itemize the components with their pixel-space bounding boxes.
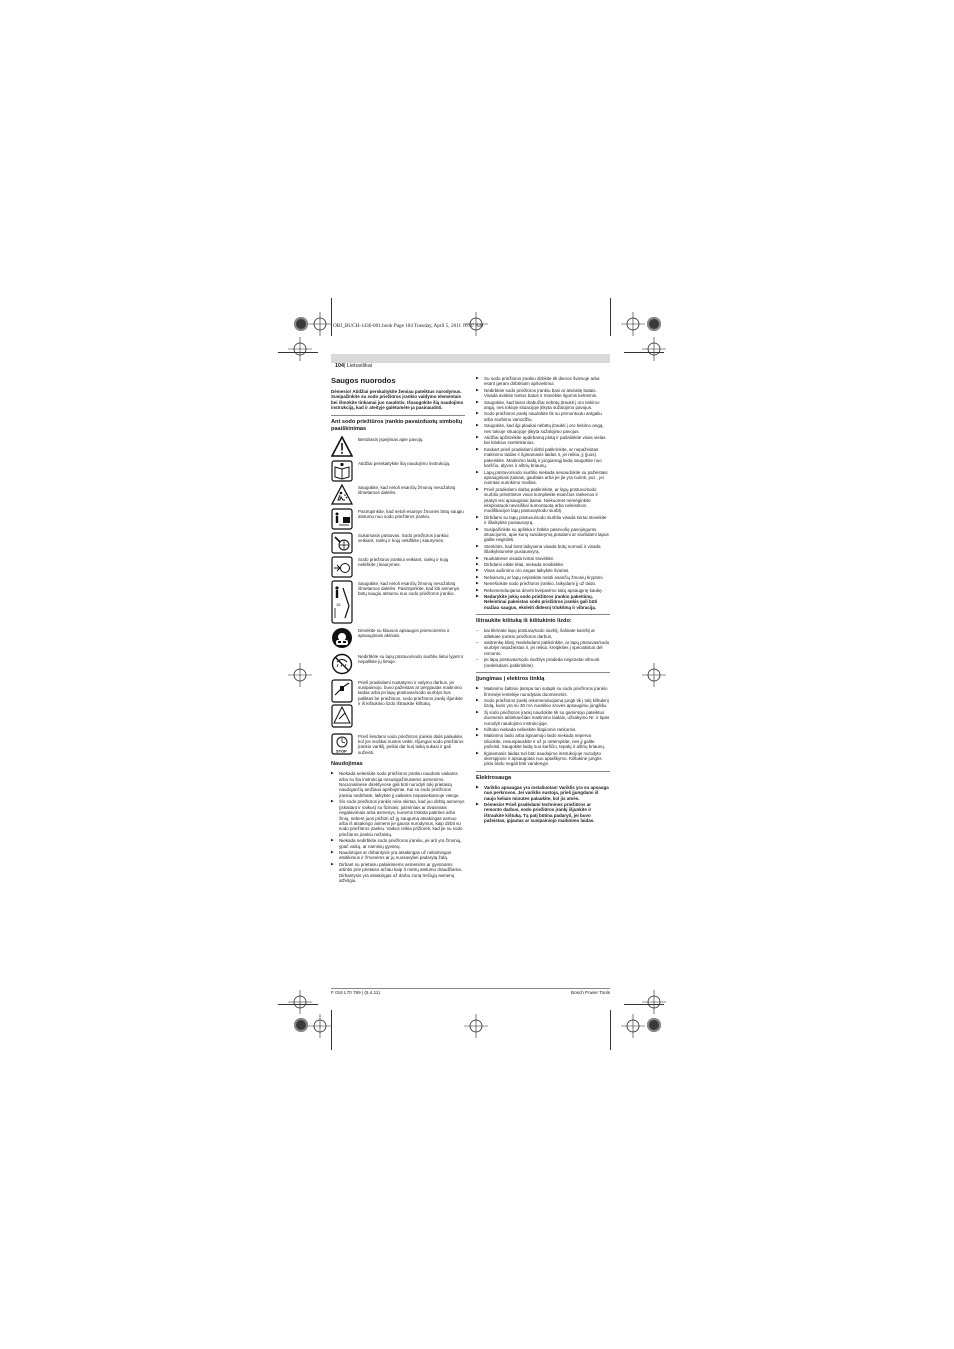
trim-line <box>610 1010 611 1050</box>
symbol-description: Sodo priežiūros įrankiui veikiant, rankų ir kojų nekiškite į kiaurymes. <box>358 556 449 568</box>
crosshair-icon <box>308 312 332 336</box>
registration-dot-br <box>647 1018 661 1032</box>
crosshair-icon <box>288 990 312 1014</box>
crosshair-icon <box>621 1014 645 1038</box>
list-item: ▶ Saugokite, kad ilgi plaukai nebūtų įtraukti į oro tiekimo angą, nes tokioje situacijoje įtikyta sužalojimo pavojus. <box>476 423 610 434</box>
crosshair-icon <box>642 990 666 1014</box>
symbol-description: Nedirbkite su lapų pūstuvu/sodo siurbliu lietui lyjant ir nepalikite jų lietuje. <box>358 653 464 665</box>
unplug-list <box>476 628 610 668</box>
list-item: ▶ Dirbdami eikite lėtai, niekada nesibėkite. <box>476 562 610 567</box>
symbol-description: Pasirūpinkite, kad netoli esantys žmonės būtų saugiu atstumu nuo sodo priežiūros įrankio. <box>358 508 464 520</box>
symbol-row <box>331 580 465 624</box>
list-item: ▶ Nenešiokite sodo priežiūros įrankio, laikydami jį už laido. <box>476 581 610 586</box>
list-item: ▶ Nedirbkite sodo priežiūros įrankiu basi ar atsiraitę batais. Visada avėkite tvirtus batus ir mūvėkite ilgomis kelnėmis. <box>476 388 610 399</box>
list-item: ▶ Prieš pradėdami darbą patikrinkite, ar lapų pūstuvo/sodo siurblio pritvirtintos visos kompliekte esančios rankenos ir įstatyti visi apsauginiai įtaisai. Niekuomet nemėginkite eksploatuoti nevisiškai sumontuotą arba neleistinon modifikacijon lapų pūstuvą/sodo siurblį. <box>476 487 610 514</box>
trim-line <box>331 1010 332 1050</box>
footer-brand: Bosch Power Tools <box>571 990 610 995</box>
intro-warning: Dėmesio! Atidžiai perskaitykite žemiau pateiktus nurodymus. Susipažinkite su sodo priežiūros įrankio valdymo elementais bei išmokite tinkamai juo naudotis. Išsaugokite šią naudojimo instrukciją, kad ir ateityje galėtumėte ja pasinaudoti. <box>331 389 464 411</box>
list-item: ▶ Dėmesio! Prieš pradėdami technines priežiūros ar remonto darbus, sodo priežiūros įrankį išjunkite ir ištraukite kištuką. Tą patį būtina padaryti, jei buvo pažeistas, įpjautas ar susipainiojo maitinimo laidas. <box>476 802 610 824</box>
list-item: ▶ Maitinimo šaltinio įtampa turi sutapti su sodo priežiūros įrankio firminėje lentelėje nurodytais duomenimis. <box>476 686 610 697</box>
svg-text:15: 15 <box>336 601 341 607</box>
symbol-description: Saugokite, kad netoli esančių žmonių nesužalotų išmetamos dalelės. <box>358 484 456 496</box>
trim-line <box>278 1004 318 1005</box>
no-rain-icon <box>331 653 353 675</box>
warning-triangle-icon <box>331 436 353 458</box>
list-item: ▶ Rekomenduojama dėvėti kvėpavimo takų apsauginę kaukę. <box>476 588 610 593</box>
symbol-description: Atidžiai perskaitykite šią naudojimo instrukciją. <box>358 460 451 466</box>
power-list <box>476 686 610 767</box>
list-item: ▶ Šis sodo priežiūros įrankis nėra skirtas, kad juo dirbtų asmenys (įskaitant ir vaikus) su fiziniais, jutiminiais ar dvasiniais negalavimais arba asmenys, kuriems trūksta patirties arba žinių, nebent juos prižiūri už jų saugumą atsakingas asmuo arba iš atsakingo asmens jie gauna nurodymus, kaip dirbti su sodo priežiūros įrankiu. Vaikus reikia prižiūrėti, kad jie su sodo priežiūros įrankiu nežaistų. <box>331 799 465 837</box>
symbol-row <box>331 484 465 506</box>
symbol-description: Saugokite, kad netoli esančių žmonių nesužalotų išmetamos dalelės. Pasirūpinkite, kad kiti asmenys būtų saugiu atstumu nuo sodo priežiūros įrankio. <box>358 580 460 597</box>
page-number: 104 <box>335 363 344 369</box>
electrical-safety-heading: Elektrosauga <box>476 771 610 782</box>
list-item: ▶ Niekada nedirbkite sodo priežiūros įrankiu, jei arti yra žmonių, ypač vaikų, ar naminių gyvūnų. <box>331 838 465 849</box>
symbol-description: Dėvėkite su klausos apsaugos priemonėmis ir apsauginiais akiniais. <box>358 627 450 639</box>
symbol-row <box>331 653 465 675</box>
protective-goggles-icon <box>331 627 353 649</box>
list-item: ▶ Maitinimo laido arba ilginamojo laido niekada neperva ūliuokite, nesuspauskite ir už jo netempkite, nes jį galite pažeisti. Saugokite laidą nuo karščio, tepalų ir aštrių briaunų. <box>476 733 610 749</box>
keep-distance-icon <box>331 508 353 530</box>
unplug-heading: Ištraukite kištuką iš kištukinio lizdo: <box>476 614 610 625</box>
list-item: ▶ Atidžiai apžiūrėkite apdirbamą plotą ir pašalinkite visas vielas bei kitokius svetimkūnius. <box>476 435 610 446</box>
left-column <box>331 376 465 886</box>
power-heading: Įjungimas į elektros tinklą <box>476 672 610 683</box>
list-item: ▶ Niekada neleiskite sodo priežiūros įrankiu naudotis vaikams arba su šia instrukcija nesusipažinusiems asmenims. Nacionalinėse direktyvose gali būti nurodyti tokį prietaisą naudojančių amžiaus apribojimai. Kai su sodo priežiūros įrankiu nedirbate, laikykite jį vaikams nepasiekiamoje vietoje. <box>331 771 465 798</box>
symbol-row <box>331 436 465 458</box>
svg-text:STOP: STOP <box>336 748 347 754</box>
list-item: ▶ Sodo priežiūros įrankį naudokite tik su primontuotu antgaliu arba siurbimo vamzdžiu. <box>476 411 610 422</box>
section-name: | Lietuviškai <box>344 363 373 369</box>
registration-dot-tl <box>294 317 308 331</box>
list-item: ▶ Kištuko niekada nelieskite šlapiomis rankomis. <box>476 727 610 732</box>
list-item: ▶ Naudotojas ar dirbantysis yra atsakingas už nelaimingus atsitikimus ir žmonėms ar jų nuosavybei padarytą žalą. <box>331 850 465 861</box>
symbol-description: Prieš pradėdami nustatymo ir valymo darbus, jei susipainiojo, buvo pažeistas ar perpjautas maitinimo laidas arba jei lapų pūstuvas/sodo siurblys bus paliktas be priežiūros, sodo priežiūros įrankį išjunkite ir iš kištukinio lizdo ištraukite kištuką. <box>358 679 463 707</box>
symbol-description: Sukamasis pūstuvas. Sodo priežiūros įrankiui veikiant, rankų ir kojų nekiškite į kiaurymes. <box>358 532 449 544</box>
distance-15m-icon <box>331 580 353 624</box>
list-item: ▶ Šį sodo priežiūros įrankį naudokite tik su gamintojo pateiktus duomenis atitinkančiais maitinimo laidais, užsakymo Nr. ir tipas nurodyti naudojimo instrukcijoje. <box>476 710 610 726</box>
list-item: – atsitrenkę kliūtį. Nedelsdami patikrinkite, ar lapų pūstuvas/sodo siurblys nepažeistas ir, jei reikia, kreipkitės į specialistus dėl remonto. <box>476 640 610 656</box>
symbol-row <box>331 733 465 756</box>
list-item: – jei lapų pūstuvas/sodo siurblys pradeda neįprastai vibruoti (nedelsdami patikrinkite). <box>476 657 610 668</box>
crosshair-icon <box>464 1014 488 1038</box>
flying-debris-icon <box>331 484 353 506</box>
list-item: ▶ Ilginamasis laidas turi būti naudojimo instrukcijoje nurodyto skerspjūvio ir apsaugotas nuo aptaškymo. Kištukinė jungtis jokiu būdu negali būti vandenyje. <box>476 751 610 767</box>
usage-list <box>331 771 465 883</box>
trim-line <box>278 352 318 353</box>
symbol-row <box>331 627 465 649</box>
page-header <box>331 354 610 369</box>
symbol-row <box>331 679 465 729</box>
list-item: ▶ Nedarykite jokių sodo priežiūros įrankio pakeitimų. Neleistinai pakeistas sodo priežiūros įrankis gali būti mažiau saugus, eksleiti didesnį triukšmą ir vibraciją. <box>476 594 610 610</box>
list-item: ▶ Variklio apsaugas yra instaliuotas! Variklis yra su apsauga nuo perkrovos. Jei variklis sustoja, prieš jjungdami iš naujo keliais minutes palaukite, kol jis atvės. <box>476 785 610 801</box>
crosshair-icon <box>288 663 312 687</box>
symbol-row <box>331 556 465 578</box>
trim-line <box>624 352 664 353</box>
list-item: ▶ Lapų pūstuvo/sodo siurblio niekada nenaudokite su pažeistais apsauginiais įtaisais, gaubtais arba jei jie yra nuimti, pvz., jei nuimtas surinkimo maišas. <box>476 470 610 486</box>
symbols-heading: Ant sodo priežiūros įrankio pavaizduotų simbolių paaiškinimas <box>331 415 465 433</box>
safety-list <box>476 376 610 610</box>
footer-doc-number: F 016 L70 799 | (5.4.11) <box>331 990 380 995</box>
list-item: ▶ Sodo priežiūros įrankį rekomenduojama jungti tik į tokį kištukinį lizdą, kuris yra su 30 mA nuotėkio srovės apsauginiu jungikliu. <box>476 698 610 709</box>
file-slug: OBJ_BUCH-1436-001.book Page 104 Tuesday, April 5, 2011 10:07 AM <box>333 323 484 329</box>
symbol-description: Bendrasis įspėjimas apie pavojų. <box>358 436 424 442</box>
usage-heading: Naudojimas <box>331 761 363 768</box>
registration-dot-bl <box>294 1018 308 1032</box>
symbol-row <box>331 460 465 482</box>
registration-dot-tr <box>647 317 661 331</box>
crosshair-icon <box>621 312 645 336</box>
unplug-icon <box>331 679 353 729</box>
right-column <box>476 376 610 827</box>
list-item: ▶ Susipažinkite su aplinka ir būkite pasiruošę pavojingoms situacijoms, apie kurių susidarymą pūsdami ar siurbdami lapus galite negirdėti. <box>476 527 610 543</box>
section-title: Saugos nuorodos <box>331 376 396 385</box>
read-manual-icon <box>331 460 353 482</box>
crosshair-icon <box>642 337 666 361</box>
crosshair-icon <box>308 1014 332 1038</box>
stop-wait-icon <box>331 733 353 755</box>
trim-line <box>610 298 611 336</box>
list-item: – kai tikrinate lapų pūstuvą/sodo siurblį, šalinate kamštį ar atliekate įrankio priežiūros darbus, <box>476 628 610 639</box>
electrical-safety-list <box>476 785 610 824</box>
crosshair-icon <box>288 337 312 361</box>
crosshair-icon <box>464 312 488 336</box>
list-item: ▶ Dirbdami su lapų pūstuvu/sodo siurbliu visada tvirtai stovėkite ir išlaikykite pusiausvyrą. <box>476 515 610 526</box>
list-item: ▶ Nelvarumų ar lapų nepūskite netoli esančių žmonių kryptimi. <box>476 575 610 580</box>
trim-line <box>624 1004 664 1005</box>
list-item: ▶ Stenkitės, kad būnt laikysena visada būtų normali ir visada išlaikykitumėte pusiausvyrą. <box>476 544 610 555</box>
list-item: ▶ Visas aušinimo oro angas laikykite švarias. <box>476 568 610 573</box>
footer-divider <box>331 988 610 989</box>
symbol-description: Prieš liesdami sodo priežiūros įrankio dalis palaukite, kol jos visiškai nustos veikti. Išjungus sodo priežiūros įrankio variklį, peiliai dar kurį laiką sukasi ir gali sužeisti. <box>358 733 464 755</box>
trim-line <box>331 298 332 336</box>
list-item: ▶ Su sodo priežiūros įrankiu dirbkite tik dienos šviesoje arba esant geram dirbtiniam apšvietimui. <box>476 376 610 387</box>
rotating-fan-icon <box>331 532 353 554</box>
symbol-row <box>331 532 465 554</box>
list-item: ▶ Kaskart prieš pradėdami dirbti patikrinkite, ar nepažeistas maitinimo laidas ir ilginamasis laidas ir, jei reikia, jį (juos) pakeiskite. Maitinimo laidą ir jungiamąjį laidą saugokite nuo karščio, alyvos ir aštrių briaunų. <box>476 447 610 469</box>
list-item: ▶ Saugokite, kad laisvi drabužiai nebūtų įtraukti į oro tiekimo angą, nes tokioje situacijoje įtikyta sužalojimo pavojus. <box>476 400 610 411</box>
list-item: ▶ Nuokalnėse visada tvirtai stovėkite. <box>476 556 610 561</box>
hand-fan-icon <box>331 556 353 578</box>
symbol-row <box>331 508 465 530</box>
crosshair-icon <box>642 663 666 687</box>
list-item: ▶ Dirbant su prietaisu palaikiniems asmenims ar gyvūnams artintis prie prietaiso arčiau kaip 3 metrų atstumu draudžiama. Dirbantysis yra atsakingas už darbo zoną trečiųjų asmenų atžvilgiu. <box>331 862 465 884</box>
